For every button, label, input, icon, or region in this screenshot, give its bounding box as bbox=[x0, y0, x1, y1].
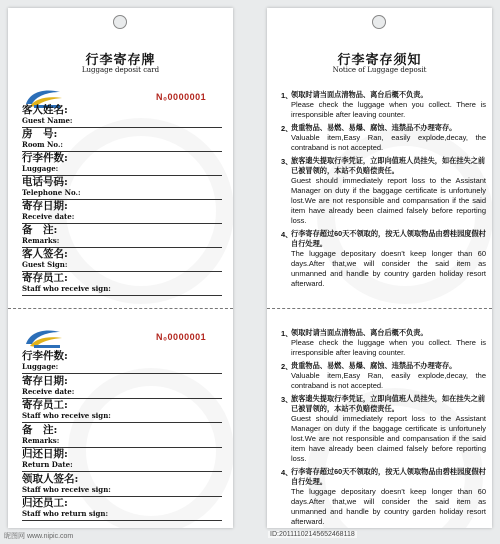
notice-item bbox=[281, 90, 486, 120]
field-label-en: Guest Name: bbox=[22, 116, 73, 125]
field-label-en: Luggage: bbox=[22, 164, 59, 173]
field-label-cn: 客人签名: bbox=[22, 248, 68, 260]
card-title: 行李寄存牌 bbox=[85, 53, 156, 68]
notice-item-en: Please check the luggage when you collect. There is irresponsible after leaving counter. bbox=[291, 338, 486, 357]
notice-item-cn: 领取时请当面点清物品、离台后概不负责。 bbox=[291, 90, 428, 99]
form-field[interactable] bbox=[22, 126, 222, 152]
field-label-en: Remarks: bbox=[22, 236, 60, 245]
form-field[interactable] bbox=[22, 422, 222, 448]
notice-item-number: 3、 bbox=[281, 395, 293, 404]
image-id: ID:20111102145652468118 bbox=[270, 531, 355, 538]
notice-subtitle: Notice of Luggage deposit bbox=[332, 66, 427, 74]
notice-list-stub bbox=[281, 328, 486, 528]
notice-item-number: 2、 bbox=[281, 124, 293, 133]
form-field[interactable] bbox=[22, 150, 222, 176]
notice-item bbox=[281, 229, 486, 289]
notice-item-number: 1、 bbox=[281, 329, 293, 338]
serial-number: N₀0000001 bbox=[156, 92, 207, 102]
field-label-cn: 备 注: bbox=[22, 423, 58, 436]
notice-item-en: Guest should immediately report loss to the Assistant Manager on duty if the baggage certificate is unfortunely lost.We are not responsible and compansation if the said item have already been claimed falsely before reporting loss. bbox=[291, 176, 486, 225]
notice-item-en: The luggage depositary doesn't keep longer than 60 days.After that,we will consider the said item as unmanned and handle by country garden holiday resort afterward. bbox=[291, 487, 486, 526]
field-label-en: Luggage: bbox=[22, 362, 59, 371]
field-label-cn: 行李件数: bbox=[22, 350, 68, 362]
notice-item-number: 2、 bbox=[281, 362, 293, 371]
image-footer bbox=[0, 528, 500, 544]
field-label-en: Receive date: bbox=[22, 386, 75, 396]
form-field[interactable] bbox=[22, 246, 222, 272]
notice-item-number: 3、 bbox=[281, 157, 293, 166]
punch-hole bbox=[372, 15, 386, 29]
field-label-en: Return Date: bbox=[22, 460, 73, 469]
notice-item-cn: 领取时请当面点清物品、离台后概不负责。 bbox=[291, 328, 428, 337]
notice-item bbox=[281, 394, 486, 464]
field-label-cn: 房 号: bbox=[22, 128, 58, 140]
field-label-cn: 寄存日期: bbox=[22, 200, 68, 212]
perforation-line bbox=[267, 308, 492, 309]
notice-item-en: Guest should immediately report loss to the Assistant Manager on duty if the baggage certificate is unfortunely lost.We are not responsible and compansation if the said item have already been claimed falsely before reporting loss. bbox=[291, 414, 486, 463]
serial-number-stub: N₀0000001 bbox=[156, 332, 207, 342]
form-field[interactable] bbox=[22, 198, 222, 224]
field-label-en: Remarks: bbox=[22, 435, 60, 445]
notice-list bbox=[281, 90, 486, 292]
luggage-notice-card bbox=[267, 8, 492, 528]
notice-item-cn: 行李寄存超过60天不领取的，按无人领取物品由碧桂园度假村自行处理。 bbox=[291, 467, 486, 486]
field-label-cn: 电话号码: bbox=[22, 176, 68, 188]
form-field[interactable] bbox=[22, 222, 222, 248]
field-label-en: Staff who receive sign: bbox=[22, 284, 111, 293]
notice-item bbox=[281, 123, 486, 153]
field-label-cn: 归还日期: bbox=[22, 448, 68, 460]
site-watermark: 昵图网 www.nipic.com bbox=[4, 533, 74, 540]
notice-item-number: 4、 bbox=[281, 230, 293, 239]
field-label-en: Guest Sign: bbox=[22, 260, 68, 269]
field-label-cn: 领取人签名: bbox=[22, 472, 79, 485]
notice-item bbox=[281, 328, 486, 358]
notice-item-cn: 旅客遗失提取行李凭证，立即向值班人员挂失，如在挂失之前已被冒领的，本站不负赔偿责任。 bbox=[291, 394, 486, 413]
luggage-deposit-card bbox=[8, 8, 233, 528]
field-label-en: Staff who receive sign: bbox=[22, 411, 111, 420]
notice-item-cn: 行李寄存超过60天不领取的，按无人领取物品由碧桂园度假村自行处理。 bbox=[291, 229, 486, 248]
field-label-cn: 客人姓名: bbox=[22, 104, 68, 116]
field-label-cn: 行李件数: bbox=[22, 152, 68, 164]
hotel-logo-icon bbox=[20, 326, 66, 350]
notice-item-cn: 贵重物品、易燃、易爆、腐蚀、违禁品不办理寄存。 bbox=[291, 361, 457, 370]
form-field[interactable] bbox=[22, 446, 222, 472]
field-label-en: Telephone No.: bbox=[22, 188, 81, 197]
notice-item bbox=[281, 467, 486, 527]
punch-hole bbox=[113, 15, 127, 29]
field-label-cn: 寄存日期: bbox=[22, 374, 68, 387]
field-label-cn: 寄存员工: bbox=[22, 399, 68, 411]
notice-item-en: Valuable item,Easy Ran, easily explode,decay, the contraband is not accepted. bbox=[291, 371, 486, 390]
notice-item-number: 1、 bbox=[281, 91, 293, 100]
form-field[interactable] bbox=[22, 397, 222, 423]
form-field[interactable] bbox=[22, 348, 222, 374]
notice-item-en: Valuable item,Easy Ran, easily explode,decay, the contraband is not accepted. bbox=[291, 133, 486, 152]
notice-item-en: The luggage depositary doesn't keep longer than 60 days.After that,we will consider the said item as unmanned and handle by country garden holiday resort afterward. bbox=[291, 249, 486, 288]
notice-item-en: Please check the luggage when you collect. There is irresponsible after leaving counter. bbox=[291, 100, 486, 119]
notice-item bbox=[281, 156, 486, 226]
notice-item-cn: 旅客遗失提取行李凭证，立即向值班人员挂失，如在挂失之前已被冒领的，本站不负赔偿责任。 bbox=[291, 156, 486, 175]
field-label-cn: 寄存员工: bbox=[22, 272, 68, 284]
form-field[interactable] bbox=[22, 495, 222, 521]
field-label-en: Staff who return sign: bbox=[22, 509, 109, 518]
field-label-en: Room No.: bbox=[22, 140, 63, 149]
field-label-cn: 归还员工: bbox=[22, 497, 68, 509]
field-label-en: Staff who receive sign: bbox=[22, 484, 111, 494]
field-label-en: Receive date: bbox=[22, 212, 75, 221]
form-field[interactable] bbox=[22, 174, 222, 200]
notice-item bbox=[281, 361, 486, 391]
perforation-line bbox=[8, 308, 233, 309]
field-label-cn: 备 注: bbox=[22, 224, 58, 236]
form-field[interactable] bbox=[22, 102, 222, 128]
form-field[interactable] bbox=[22, 270, 222, 296]
form-field[interactable] bbox=[22, 471, 222, 497]
card-subtitle: Luggage deposit card bbox=[81, 66, 160, 74]
notice-title: 行李寄存须知 bbox=[337, 53, 422, 68]
form-field[interactable] bbox=[22, 373, 222, 399]
notice-item-number: 4、 bbox=[281, 468, 293, 477]
notice-item-cn: 贵重物品、易燃、易爆、腐蚀、违禁品不办理寄存。 bbox=[291, 123, 457, 132]
